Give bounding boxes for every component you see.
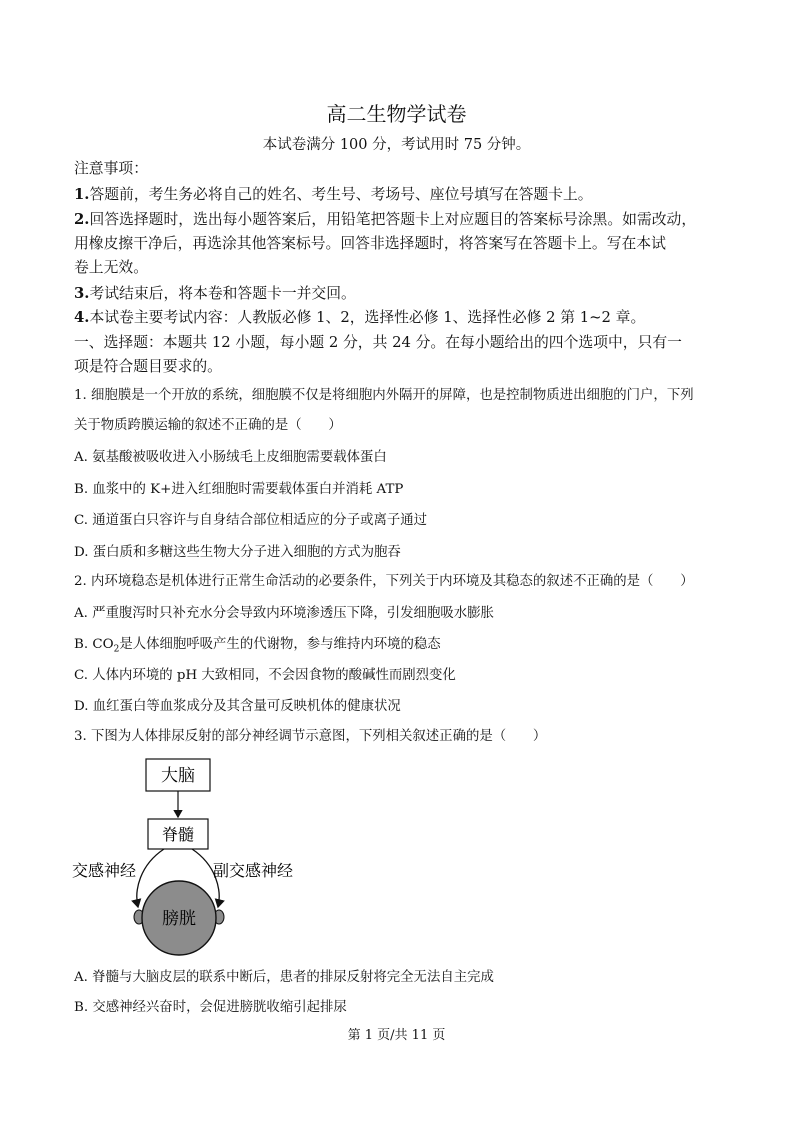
- note-2-cont-2: 卷上无效。: [74, 259, 148, 276]
- reflex-diagram: [60, 755, 330, 965]
- q3-option-a: A. 脊髓与大脑皮层的联系中断后，患者的排尿反射将完全无法自主完成: [74, 970, 494, 985]
- page-footer: 第 1 页/共 11 页: [347, 1028, 446, 1043]
- q2-option-d: D. 血红蛋白等血浆成分及其含量可反映机体的健康状况: [74, 699, 401, 714]
- q1-option-d: D. 蛋白质和多糖这些生物大分子进入细胞的方式为胞吞: [74, 545, 401, 560]
- note-4: 4.本试卷主要考试内容：人教版必修 1、2，选择性必修 1、选择性必修 2 第 1~2 章。: [74, 309, 646, 326]
- q1-stem-cont: 关于物质跨膜运输的叙述不正确的是（ ）: [74, 418, 342, 433]
- q2-option-b: B. $CO_2$是人体细胞呼吸产生的代谢物，参与维持内环境的稳态: [74, 637, 441, 655]
- sympathetic-label: 交感神经: [72, 861, 137, 880]
- q1-stem: 1. 细胞膜是一个开放的系统，细胞膜不仅是将细胞内外隔开的屏障，也是控制物质进出细胞的门户，下列: [74, 388, 694, 403]
- parasympathetic-label: 副交感神经: [213, 861, 294, 880]
- q2-option-a: A. 严重腹泻时只补充水分会导致内环境渗透压下降，引发细胞吸水膨胀: [74, 606, 494, 621]
- q1-option-a: A. 氨基酸被吸收进入小肠绒毛上皮细胞需要载体蛋白: [74, 450, 387, 465]
- note-2: 2.回答选择题时，选出每小题答案后，用铅笔把答题卡上对应题目的答案标号涂黑。如需改动，: [74, 211, 697, 228]
- q1-option-c: C. 通道蛋白只容许与自身结合部位相适应的分子或离子通过: [74, 513, 428, 528]
- q2-option-c: C. 人体内环境的 pH 大致相同，不会因食物的酸碱性而剧烈变化: [74, 668, 456, 683]
- brain-label: 大脑: [161, 766, 195, 786]
- q2-stem: 2. 内环境稳态是机体进行正常生命活动的必要条件，下列关于内环境及其稳态的叙述不正确的是（ ）: [74, 574, 694, 589]
- section-heading-cont: 项是符合题目要求的。: [74, 358, 222, 375]
- q3-option-b: B. 交感神经兴奋时，会促进膀胱收缩引起排尿: [74, 1000, 347, 1015]
- section-heading: 一、选择题：本题共 12 小题，每小题 2 分，共 24 分。在每小题给出的四个选项中，只有一: [74, 334, 682, 351]
- note-1: 1.答题前，考生务必将自己的姓名、考生号、考场号、座位号填写在答题卡上。: [74, 186, 593, 203]
- bladder-label: 膀胱: [162, 909, 196, 929]
- q1-option-b: B. 血浆中的 K+进入红细胞时需要载体蛋白并消耗 ATP: [74, 482, 404, 497]
- note-2-cont-1: 用橡皮擦干净后，再选涂其他答案标号。回答非选择题时，将答案写在答题卡上。写在本试: [74, 235, 666, 252]
- page-title: 高二生物学试卷: [326, 102, 467, 126]
- spine-label: 脊髓: [161, 825, 195, 844]
- page-subtitle: 本试卷满分 100 分，考试用时 75 分钟。: [262, 137, 531, 153]
- q3-stem: 3. 下图为人体排尿反射的部分神经调节示意图，下列相关叙述正确的是（ ）: [74, 729, 547, 744]
- notes-heading: 注意事项：: [74, 160, 148, 177]
- note-3: 3.考试结束后，将本卷和答题卡一并交回。: [74, 285, 356, 302]
